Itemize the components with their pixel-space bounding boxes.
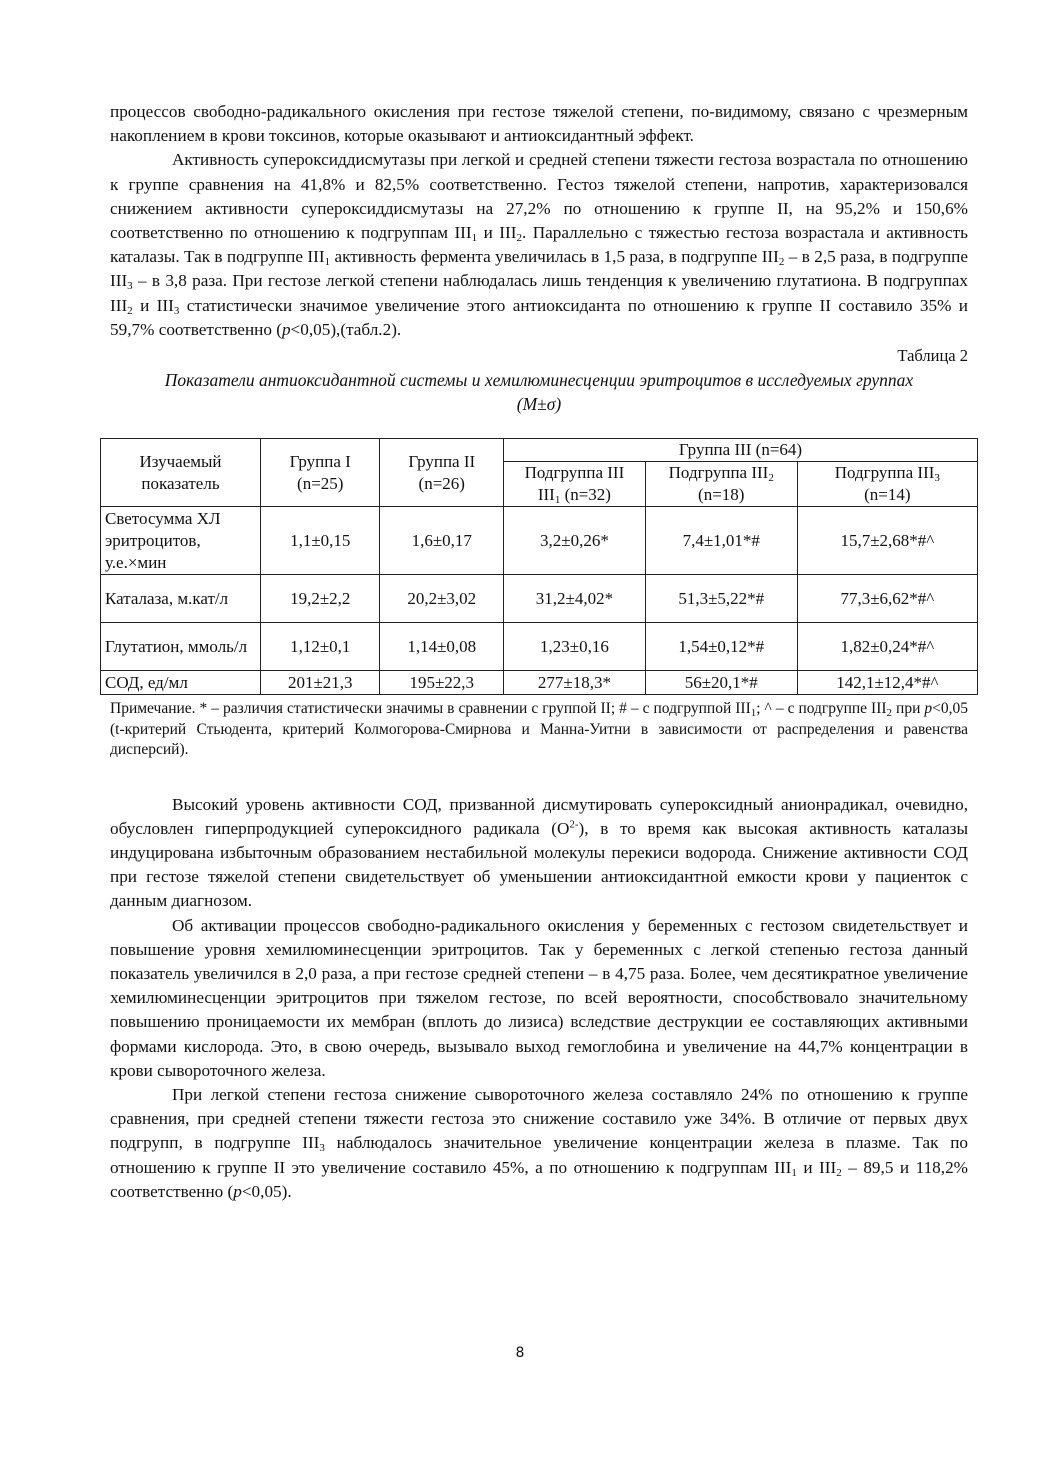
cell-subgroup-3: 77,3±6,62*#^	[797, 575, 977, 623]
row-label: Каталаза, м.кат/л	[101, 575, 261, 623]
header-subgroup-3: Подгруппа $III_3$ (n=14)	[797, 462, 977, 507]
cell-group-2: 195±22,3	[380, 671, 504, 695]
table-label: Таблица 2	[897, 346, 968, 366]
cell-group-2: 1,6±0,17	[380, 507, 504, 575]
header-group-2: Группа II (n=26)	[380, 439, 504, 507]
table-row	[101, 623, 978, 671]
cell-group-2: 1,14±0,08	[380, 623, 504, 671]
header-group-3: Группа III (n=64)	[504, 439, 978, 462]
paragraph-5: При легкой степени гестоза снижение сывороточного железа составляло 24% по отношению к группе сравнения, при средней степени тяжести гестоза это снижение составило уже 34%. В отличие от первых двух подгрупп, в подгруппе $III_3$ наблюдалось значительное увеличение концентрации железа в плазме. Так по отношению к группе II это увеличение составило 45%, а по отношению к подгруппам $III_1$ и $III_2 - 89,5$ и 118,2% соответственно (p<0,05).	[110, 1084, 968, 1201]
cell-group-1: 1,1±0,15	[261, 507, 380, 575]
row-label: Глутатион, ммоль/л	[101, 623, 261, 671]
cell-subgroup-2: 56±20,1*#	[645, 671, 797, 695]
table-header-row	[101, 439, 978, 462]
paragraph-1: процессов свободно-радикального окисления при гестозе тяжелой степени, по-видимому, связано с чрезмерным накоплением в крови токсинов, которые оказывают и антиоксидантный эффект.	[110, 102, 968, 146]
table-note: Примечание. * – различия статистически значимы в сравнении с группой II; # – с подгруппой $III_1$; ^ – с подгруппе $III_2$ при p<0,05 (t-критерий Стьюдента, критерий Колмогорова-Смирнова и Манна-Уитни в зависимости от распределения и равенства дисперсий).	[110, 700, 969, 759]
document-page	[105, 100, 969, 1204]
table-row	[101, 507, 978, 575]
cell-subgroup-3: 142,1±12,4*#^	[797, 671, 977, 695]
table-row	[101, 671, 978, 695]
cell-group-2: 20,2±3,02	[380, 575, 504, 623]
header-subgroup-2: Подгруппа $III_2$ (n=18)	[645, 462, 797, 507]
cell-subgroup-2: 1,54±0,12*#	[645, 623, 797, 671]
table-title: Показатели антиоксидантной системы и хемилюминесценции эритроцитов в исследуемых группах (M±σ)	[164, 370, 914, 415]
header-group-1: Группа I (n=25)	[261, 439, 380, 507]
paragraph-3: Высокий уровень активности СОД, призванной дисмутировать супероксидный анионрадикал, очевидно, обусловлен гиперпродукцией супероксидного радикала $(O^{2-})$, в то время как высокая активность каталазы индуцирована избыточным образованием нестабильной молекулы перекиси водорода. Снижение активности СОД при гестозе тяжелой степени свидетельствует об уменьшении антиоксидантной емкости крови у пациенток с данным диагнозом.	[110, 794, 968, 911]
cell-subgroup-1: 277±18,3*	[504, 671, 646, 695]
cell-subgroup-2: 7,4±1,01*#	[645, 507, 797, 575]
cell-subgroup-1: 3,2±0,26*	[504, 507, 646, 575]
cell-subgroup-1: 1,23±0,16	[504, 623, 646, 671]
header-indicator: Изучаемый показатель	[101, 439, 261, 507]
cell-group-1: 19,2±2,2	[261, 575, 380, 623]
cell-subgroup-3: 15,7±2,68*#^	[797, 507, 977, 575]
row-label: СОД, ед/мл	[101, 671, 261, 695]
header-subgroup-1: Подгруппа III $III_1$ (n=32)	[504, 462, 646, 507]
table-row	[101, 575, 978, 623]
data-table	[100, 438, 978, 695]
paragraph-2: Активность супероксиддисмутазы при легкой и средней степени тяжести гестоза возрастала по отношению к группе сравнения на 41,8% и 82,5% соответственно. Гестоз тяжелой степени, напротив, характеризовался снижением активности супероксиддисмутазы на 27,2% по отношению к группе II, на 95,2% и 150,6% соответственно по отношению к подгруппам $III_1$ и $III_2$. Параллельно с тяжестью гестоза возрастала и активность каталазы. Так в подгруппе $III_1$ активность фермента увеличилась в 1,5 раза, в подгруппе $III_2$ – в 2,5 раза, в подгруппе $III_3$ – в 3,8 раза. При гестозе легкой степени наблюдалась лишь тенденция к увеличению глутатиона. В подгруппах $III_2$ и $III_3$ статистически значимое увеличение этого антиоксиданта по отношению к группе II составило 35% и 59,7% соответственно (p<0,05),(табл.2).	[110, 150, 968, 339]
cell-group-1: 201±21,3	[261, 671, 380, 695]
cell-subgroup-3: 1,82±0,24*#^	[797, 623, 977, 671]
paragraph-4: Об активации процессов свободно-радикального окисления у беременных с гестозом свидетельствует и повышение уровня хемилюминесценции эритроцитов. Так у беременных с легкой степенью гестоза данный показатель увеличился в 2,0 раза, а при гестозе средней степени – в 4,75 раза. Более, чем десятикратное увеличение хемилюминесценции эритроцитов при тяжелом гестозе, по всей вероятности, способствовало значительному повышению проницаемости их мембран (вплоть до лизиса) вследствие деструкции ее составляющих активными формами кислорода. Это, в свою очередь, вызывало выход гемоглобина и увеличение на 44,7% концентрации в крови сывороточного железа.	[110, 915, 968, 1080]
page-number: 8	[515, 1345, 525, 1361]
cell-subgroup-1: 31,2±4,02*	[504, 575, 646, 623]
cell-subgroup-2: 51,3±5,22*#	[645, 575, 797, 623]
row-label: Светосумма ХЛ эритроцитов, у.е.×мин	[101, 507, 261, 575]
cell-group-1: 1,12±0,1	[261, 623, 380, 671]
